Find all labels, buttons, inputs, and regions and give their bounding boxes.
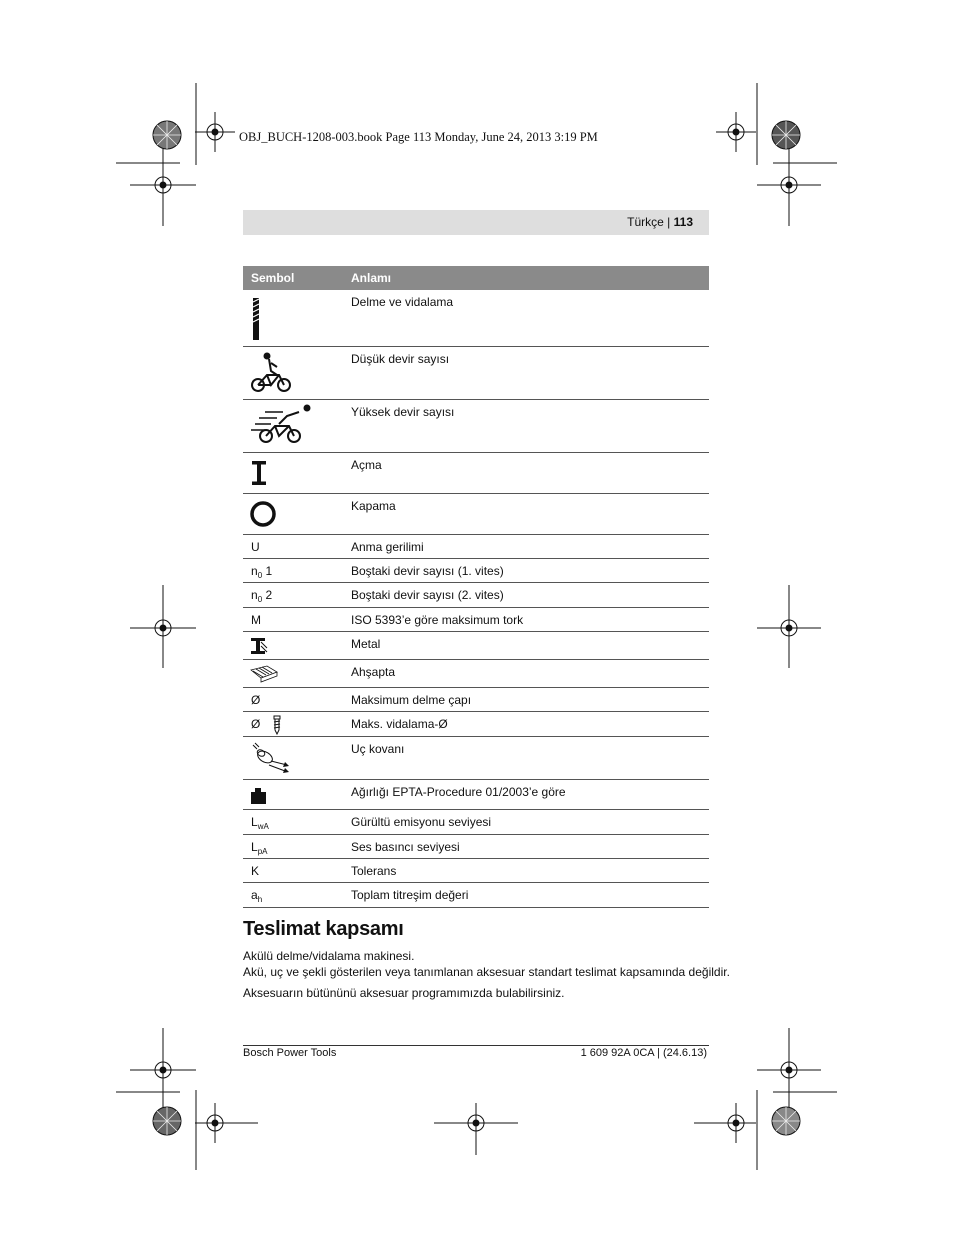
wood-icon bbox=[249, 664, 279, 684]
book-info: OBJ_BUCH-1208-003.book Page 113 Monday, June 24, 2013 3:19 PM bbox=[239, 130, 598, 144]
footer-brand: Bosch Power Tools bbox=[243, 1047, 337, 1059]
symbol-subscript: pA bbox=[257, 847, 268, 856]
row-meaning: Ağırlığı EPTA-Procedure 01/2003’e göre bbox=[351, 785, 566, 799]
header-language: Türkçe bbox=[627, 215, 664, 229]
fast-cyclist-icon bbox=[249, 404, 313, 448]
symbol-main: a bbox=[251, 888, 258, 902]
table-row bbox=[243, 290, 709, 347]
row-symbol: K bbox=[251, 864, 260, 878]
row-meaning: Toplam titreşim değeri bbox=[351, 888, 469, 902]
table-header bbox=[243, 266, 709, 290]
paragraph: Akü, uç ve şekli gösterilen veya tanımlanan aksesuar standart teslimat kapsamında değildir. bbox=[243, 965, 730, 979]
row-meaning: Metal bbox=[351, 637, 381, 651]
symbol-suffix: 1 bbox=[262, 564, 273, 578]
row-meaning: Delme ve vidalama bbox=[351, 295, 454, 309]
column-header-meaning: Anlamı bbox=[351, 271, 392, 285]
table-row bbox=[243, 608, 709, 632]
footer-doc-number: 1 609 92A 0CA | (24.6.13) bbox=[580, 1047, 707, 1059]
row-meaning: Gürültü emisyonu seviyesi bbox=[351, 815, 492, 829]
paragraph: Akülü delme/vidalama makinesi. bbox=[243, 949, 415, 963]
row-meaning: Boştaki devir sayısı (2. vites) bbox=[351, 588, 504, 602]
row-meaning: Ses basıncı seviyesi bbox=[351, 840, 460, 854]
row-meaning: Maks. vidalama-Ø bbox=[351, 717, 448, 731]
row-symbol: U bbox=[251, 540, 260, 554]
row-symbol bbox=[251, 888, 262, 902]
screw-icon bbox=[271, 715, 283, 735]
table-row bbox=[243, 688, 709, 712]
row-symbol bbox=[251, 564, 272, 578]
row-symbol bbox=[251, 840, 267, 854]
table-row bbox=[243, 400, 709, 453]
page-number: 113 bbox=[673, 215, 693, 229]
row-meaning: Yüksek devir sayısı bbox=[351, 405, 455, 419]
bit-holder-icon bbox=[249, 741, 289, 775]
table-row bbox=[243, 737, 709, 780]
page-header bbox=[243, 210, 709, 235]
row-meaning: Düşük devir sayısı bbox=[351, 352, 450, 366]
table-row bbox=[243, 347, 709, 400]
symbol-subscript: 0 bbox=[257, 595, 263, 604]
table-row bbox=[243, 494, 709, 535]
column-header-symbol: Sembol bbox=[251, 271, 295, 285]
symbol-subscript: h bbox=[257, 895, 263, 904]
row-symbol: Ø bbox=[251, 717, 261, 731]
table-row bbox=[243, 632, 709, 660]
section-title: Teslimat kapsamı bbox=[243, 918, 404, 940]
row-meaning: Tolerans bbox=[351, 864, 397, 878]
table-row bbox=[243, 835, 709, 859]
row-meaning: Açma bbox=[351, 458, 382, 472]
row-meaning: Anma gerilimi bbox=[351, 540, 424, 554]
row-meaning: Kapama bbox=[351, 499, 396, 513]
drill-bit-icon bbox=[249, 296, 263, 342]
symbol-main: L bbox=[251, 840, 258, 854]
symbol-main: n bbox=[251, 588, 258, 602]
symbol-suffix: 2 bbox=[262, 588, 273, 602]
symbol-main: L bbox=[251, 815, 258, 829]
row-meaning: Boştaki devir sayısı (1. vites) bbox=[351, 564, 504, 578]
row-meaning: Maksimum delme çapı bbox=[351, 693, 472, 707]
table-row bbox=[243, 780, 709, 810]
symbol-main: n bbox=[251, 564, 258, 578]
row-symbol: M bbox=[251, 613, 261, 627]
table-row bbox=[243, 859, 709, 883]
symbol-subscript: wA bbox=[257, 822, 269, 831]
slow-cyclist-icon bbox=[249, 351, 293, 395]
row-symbol: Ø bbox=[251, 693, 261, 707]
table-row bbox=[243, 559, 709, 583]
table-row bbox=[243, 535, 709, 559]
header-separator: | bbox=[667, 215, 671, 229]
symbol-subscript: 0 bbox=[257, 571, 263, 580]
row-symbol bbox=[251, 588, 272, 602]
row-symbol bbox=[251, 815, 269, 829]
weight-icon bbox=[249, 786, 269, 806]
table-row bbox=[243, 712, 709, 737]
row-meaning: ISO 5393’e göre maksimum tork bbox=[351, 613, 524, 627]
paragraph: Aksesuarın bütününü aksesuar programımızda bulabilirsiniz. bbox=[243, 986, 565, 1000]
row-meaning: Uç kovanı bbox=[351, 742, 405, 756]
table-row bbox=[243, 583, 709, 608]
metal-icon bbox=[249, 636, 269, 656]
row-meaning: Ahşapta bbox=[351, 665, 396, 679]
table-row bbox=[243, 810, 709, 835]
power-off-icon bbox=[249, 500, 277, 528]
header-text bbox=[627, 215, 693, 229]
table-row bbox=[243, 660, 709, 688]
table-row bbox=[243, 453, 709, 494]
footer-divider bbox=[243, 1045, 709, 1046]
table-row bbox=[243, 883, 709, 908]
power-on-icon bbox=[249, 459, 271, 487]
